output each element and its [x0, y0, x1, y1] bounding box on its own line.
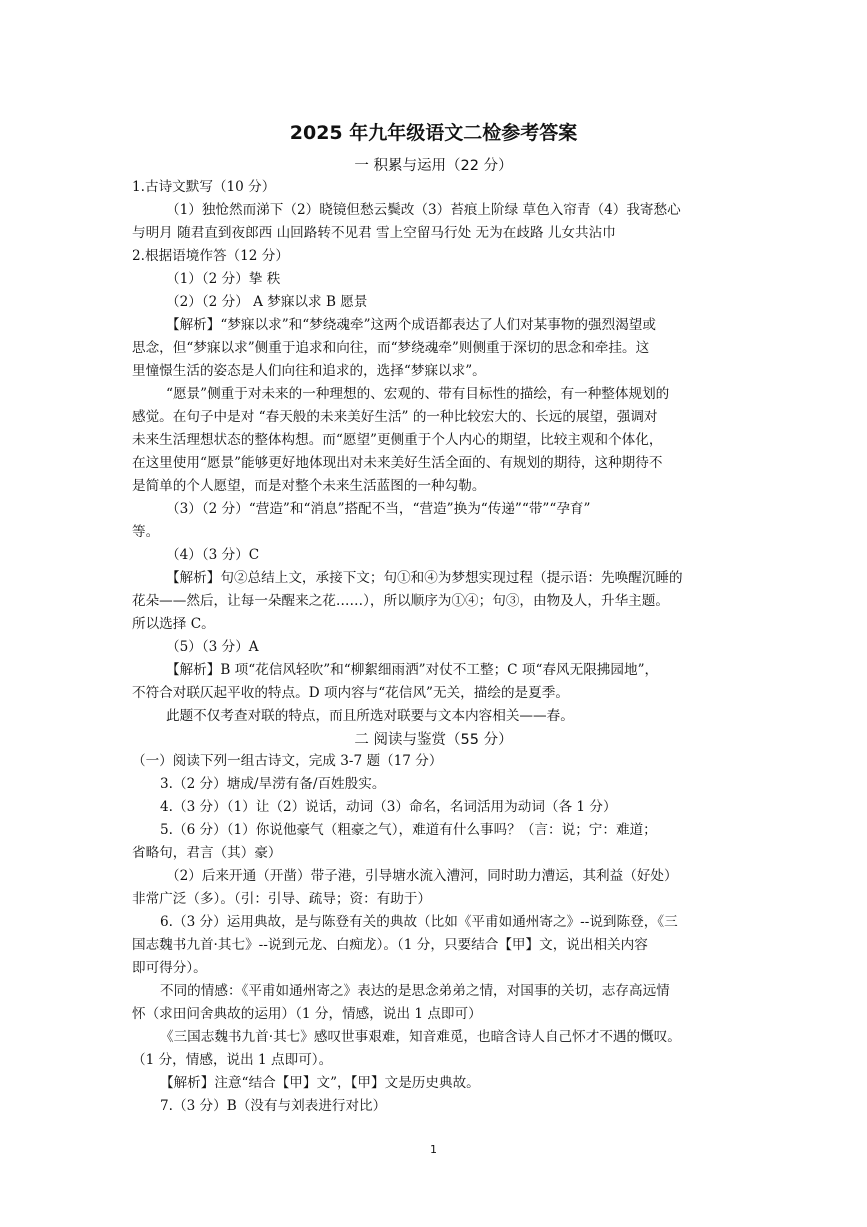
text-line: （5）（3 分）A [166, 639, 259, 655]
text-line: 感觉。在句子中是对 “春天般的未来美好生活” 的一种比较宏大的、长远的展望，强调对 [132, 409, 658, 425]
text-line: 5.（6 分）（1）你说他豪气（粗豪之气），难道有什么事吗？（言：说；宁：难道； [160, 822, 657, 838]
text-line: 未来生活理想状态的整体构想。而“愿望”更侧重于个人内心的期望，比较主观和个体化， [132, 432, 663, 448]
document-title: 2025 年九年级语文二检参考答案 [289, 122, 578, 144]
text-line: （2）后来开通（开凿）带子港，引导塘水流入漕河，同时助力漕运，其利益（好处） [166, 868, 678, 884]
text-line: 7.（3 分）B（没有与刘表进行对比） [160, 1098, 387, 1114]
text-line: “愿景”侧重于对未来的一种理想的、宏观的、带有目标性的描绘，有一种整体规划的 [166, 386, 670, 402]
text-line: 【解析】注意“结合【甲】文”，【甲】文是历史典故。 [160, 1075, 480, 1091]
text-line: 与明月 随君直到夜郎西 山回路转不见君 雪上空留马行处 无为在歧路 儿女共沾巾 [132, 225, 616, 241]
text-line: 是简单的个人愿望，而是对整个未来生活蓝图的一种勾勒。 [132, 478, 486, 494]
text-line: 3.（2 分）塘成/旱涝有备/百姓殷实。 [160, 776, 386, 792]
text-line: （1）（2 分）挚 秩 [166, 271, 281, 287]
section-heading-1: 一 积累与运用（22 分） [354, 158, 513, 174]
text-line: 不同的情感：《平甫如通州寄之》表达的是思念弟弟之情，对国事的关切，志存高远情 [160, 983, 670, 999]
text-line: （1 分，情感，说出 1 点即可）。 [132, 1052, 333, 1068]
text-line: 此题不仅考查对联的特点，而且所选对联要与文本内容相关——春。 [166, 708, 574, 724]
text-line: 【解析】句②总结上文，承接下文；句①和④为梦想实现过程（提示语：先唤醒沉睡的 [166, 570, 683, 586]
text-line: 6.（3 分）运用典故，是与陈登有关的典故（比如《平甫如通州寄之》--说到陈登，《三 [160, 914, 678, 930]
text-line: 思念，但“梦寐以求”侧重于追求和向往，而“梦绕魂牵”则侧重于深切的思念和牵挂。这 [132, 340, 650, 356]
text-line: 【解析】B 项“花信风轻吹”和“柳絮细雨洒”对仗不工整；C 项“春风无限拂园地”， [166, 662, 659, 678]
text-line: 不符合对联仄起平收的特点。D 项内容与“花信风”无关，描绘的是夏季。 [132, 685, 569, 701]
text-line: 等。 [132, 524, 160, 540]
text-line: 在这里使用“愿景”能够更好地体现出对未来美好生活全面的、有规划的期待，这种期待不 [132, 455, 663, 471]
text-line: 2.根据语境作答（12 分） [132, 248, 289, 264]
text-line: 省略句，君言（其）豪） [132, 845, 282, 861]
text-line: 怀（求田问舍典故的运用）（1 分，情感，说出 1 点即可） [132, 1006, 482, 1022]
text-line: （1）独怆然而涕下（2）晓镜但愁云鬓改（3）苔痕上阶绿 草色入帘青（4）我寄愁心 [166, 202, 681, 218]
text-line: 花朵——然后，让每一朵醒来之花……），所以顺序为①④；句③，由物及人，升华主题。 [132, 593, 669, 609]
text-line: （一）阅读下列一组古诗文，完成 3-7 题（17 分） [132, 753, 443, 769]
text-line: 国志魏书九首·其七》--说到元龙、白痴龙）。（1 分，只要结合【甲】文，说出相关内容 [132, 937, 648, 953]
text-line: （2）（2 分） A 梦寐以求 B 愿景 [166, 294, 368, 310]
text-line: （4）（3 分）C [166, 547, 260, 563]
text-line: 4.（3 分）（1）让（2）说话，动词（3）命名，名词活用为动词（各 1 分） [160, 799, 617, 815]
text-line: 非常广泛（多）。（引：引导、疏导；资：有助于） [132, 891, 432, 907]
text-line: 【解析】“梦寐以求”和“梦绕魂牵”这两个成语都表达了人们对某事物的强烈渴望或 [166, 317, 656, 333]
section-heading-2: 二 阅读与鉴赏（55 分） [354, 732, 513, 748]
text-line: 即可得分）。 [132, 960, 207, 976]
text-line: 里憧憬生活的姿态是人们向往和追求的，选择“梦寐以求”。 [132, 363, 486, 379]
page-number: 1 [430, 1143, 437, 1156]
text-line: 《三国志魏书九首·其七》感叹世事艰难，知音难觅，也暗含诗人自己怀才不遇的慨叹。 [160, 1029, 681, 1045]
text-line: 1.古诗文默写（10 分） [132, 179, 276, 195]
text-line: （3）（2 分）“营造”和“消息”搭配不当，“营造”换为“传递”“带”“孕育” [166, 501, 591, 517]
text-line: 所以选择 C。 [132, 616, 215, 632]
